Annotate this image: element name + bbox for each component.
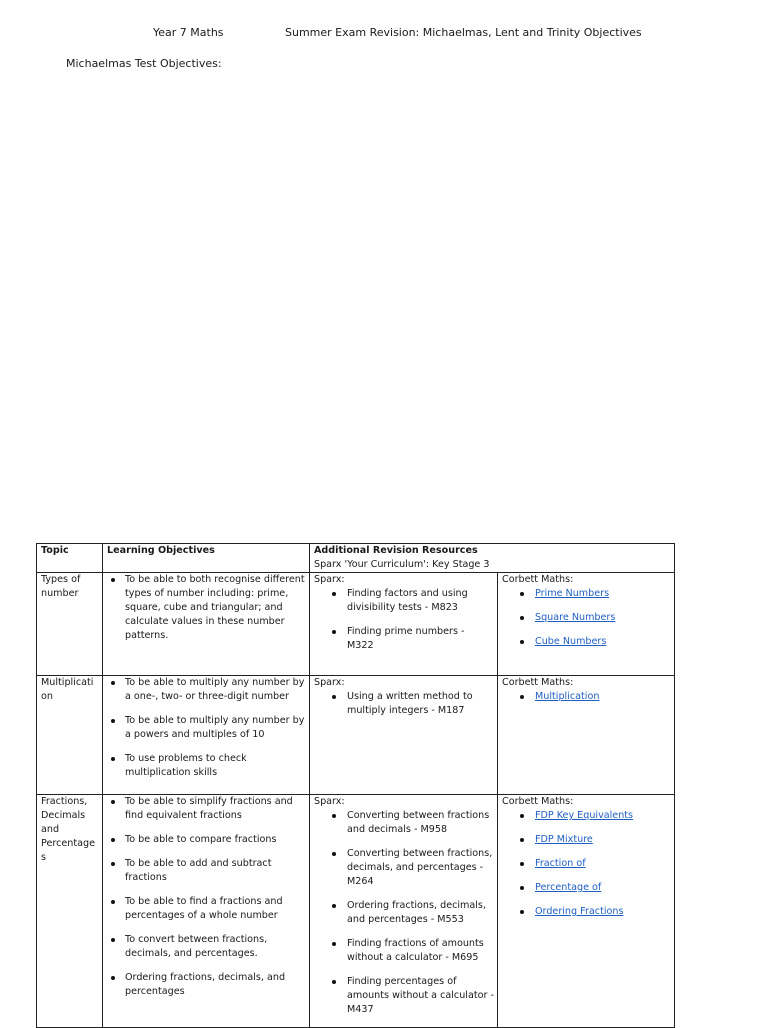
corbett-item: [535, 857, 671, 871]
corbett-link-prime-numbers[interactable]: Prime Numbers: [535, 588, 610, 599]
sparx-label: Sparx:: [314, 796, 345, 807]
section-title: Michaelmas Test Objectives:: [66, 57, 222, 70]
document-title: Summer Exam Revision: Michaelmas, Lent and Trinity Objectives: [285, 26, 642, 39]
sparx-item: Ordering fractions, decimals, and percentages - M553: [347, 899, 494, 927]
objectives-table: [36, 543, 675, 1028]
sparx-item: Finding factors and using divisibility tests - M823: [347, 587, 494, 615]
objective-item: To use problems to check multiplication skills: [125, 752, 306, 780]
sparx-item: Using a written method to multiply integers - M187: [347, 690, 494, 718]
corbett-item: [535, 905, 671, 919]
sparx-item: Converting between fractions and decimals - M958: [347, 809, 494, 837]
sparx-label: Sparx:: [314, 574, 345, 585]
corbett-link-cube-numbers[interactable]: Cube Numbers: [535, 636, 607, 647]
corbett-cell: [498, 795, 675, 1028]
sparx-cell: [310, 573, 498, 676]
corbett-label: Corbett Maths:: [502, 677, 574, 688]
corbett-link-percentage-of[interactable]: Percentage of: [535, 882, 602, 893]
document-year-label: Year 7 Maths: [153, 26, 224, 39]
sparx-list: [314, 587, 494, 653]
corbett-item: [535, 635, 671, 649]
header-resources-subtitle: Sparx 'Your Curriculum': Key Stage 3: [314, 559, 490, 570]
header-additional-resources: [310, 544, 675, 573]
corbett-cell: [498, 573, 675, 676]
sparx-item: Converting between fractions, decimals, and percentages - M264: [347, 848, 493, 887]
sparx-cell: [310, 676, 498, 795]
objective-item: To be able to both recognise different types of number including: prime, square, cube and triangular; and calculate values in these number patterns.: [125, 574, 305, 641]
corbett-item: [535, 881, 671, 895]
corbett-label: Corbett Maths:: [502, 574, 574, 585]
objective-item: To be able to simplify fractions and find equivalent fractions: [125, 795, 306, 823]
corbett-link-fdp-mixture[interactable]: FDP Mixture: [535, 834, 593, 845]
objective-item: To be able to multiply any number by a one-, two- or three-digit number: [125, 677, 305, 702]
objectives-list: [107, 573, 306, 643]
corbett-item: [535, 611, 671, 625]
corbett-link-multiplication[interactable]: Multiplication: [535, 691, 600, 702]
corbett-link-fraction-of[interactable]: Fraction of: [535, 858, 586, 869]
corbett-item: [535, 809, 671, 823]
corbett-cell: [498, 676, 675, 795]
objectives-cell: [103, 676, 310, 795]
sparx-label: Sparx:: [314, 677, 345, 688]
header-resources-title: Additional Revision Resources: [314, 545, 478, 556]
sparx-list: [314, 690, 494, 718]
corbett-list: [502, 690, 671, 704]
corbett-item: [535, 833, 671, 847]
corbett-link-ordering-fractions[interactable]: Ordering Fractions: [535, 906, 624, 917]
corbett-list: [502, 809, 671, 919]
topic-cell: Fractions, Decimals and Percentage s: [37, 795, 103, 1028]
sparx-item: Finding prime numbers - M322: [347, 625, 494, 653]
objective-item: To be able to add and subtract fractions: [125, 857, 306, 885]
sparx-item: Finding fractions of amounts without a calculator - M695: [347, 937, 494, 965]
objective-item: To be able to multiply any number by a powers and multiples of 10: [125, 715, 305, 740]
table-row: [37, 676, 675, 795]
objective-item: To be able to find a fractions and percentages of a whole number: [125, 895, 306, 923]
objectives-cell: [103, 795, 310, 1028]
corbett-link-fdp-key-equivalents[interactable]: FDP Key Equivalents: [535, 810, 634, 821]
corbett-list: [502, 587, 671, 649]
header-learning-objectives: Learning Objectives: [103, 544, 310, 573]
objective-item: To be able to compare fractions: [125, 833, 306, 847]
objective-item: Ordering fractions, decimals, and percentages: [125, 971, 306, 999]
sparx-list: [314, 809, 494, 1017]
table-row: [37, 573, 675, 676]
objectives-list: [107, 795, 306, 999]
corbett-link-square-numbers[interactable]: Square Numbers: [535, 612, 616, 623]
table-row: [37, 795, 675, 1028]
header-topic: Topic: [37, 544, 103, 573]
sparx-cell: [310, 795, 498, 1028]
corbett-item: [535, 587, 671, 601]
objectives-list: [107, 676, 306, 780]
objective-item: To convert between fractions, decimals, and percentages.: [125, 933, 306, 961]
sparx-item: Finding percentages of amounts without a calculator - M437: [347, 976, 494, 1015]
topic-cell: Types of number: [37, 573, 103, 676]
table-header-row: [37, 544, 675, 573]
topic-cell: Multiplicati on: [37, 676, 103, 795]
corbett-label: Corbett Maths:: [502, 796, 574, 807]
objectives-cell: [103, 573, 310, 676]
corbett-item: [535, 690, 671, 704]
